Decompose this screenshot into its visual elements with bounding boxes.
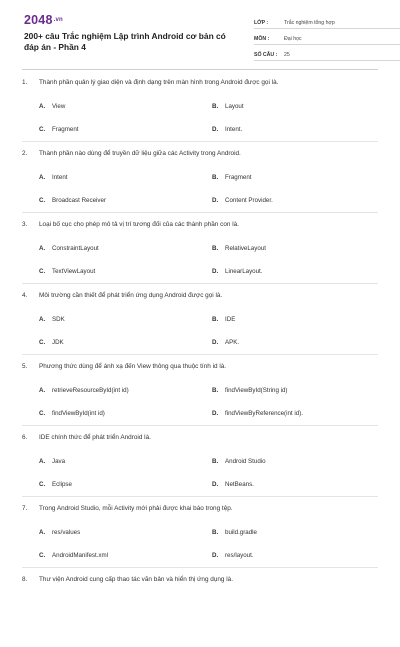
question-text: 2. Thành phần nào dùng để truyền dữ liệu giữa các Activity trong Android. bbox=[22, 150, 241, 157]
answer-option-c[interactable]: C. Broadcast Receiver bbox=[39, 197, 106, 204]
question-item bbox=[22, 221, 378, 292]
answer-option-a[interactable]: A. retrieveResourceById(int id) bbox=[39, 387, 129, 394]
answer-option-b[interactable]: B. Layout bbox=[212, 103, 244, 110]
question-text: 7. Trong Android Studio, mỗi Activity mới phải được khai báo trong tệp. bbox=[22, 505, 233, 512]
question-item bbox=[22, 292, 378, 363]
answer-option-c[interactable]: C. Fragment bbox=[39, 126, 79, 133]
question-item bbox=[22, 79, 378, 150]
question-item bbox=[22, 363, 378, 434]
answer-option-b[interactable]: B. RelativeLayout bbox=[212, 245, 266, 252]
answer-option-a[interactable]: A. Java bbox=[39, 458, 66, 465]
question-text: 6. IDE chính thức để phát triển Android là. bbox=[22, 434, 151, 441]
answer-option-b[interactable]: B. Android Studio bbox=[212, 458, 266, 465]
meta-key: SỐ CÂU : bbox=[254, 52, 278, 58]
question-item bbox=[22, 505, 378, 576]
answer-option-a[interactable]: A. res/values bbox=[39, 529, 81, 536]
meta-value: 25 bbox=[284, 52, 290, 58]
question-divider bbox=[22, 283, 378, 284]
answer-option-d[interactable]: D. findViewByReference(int id). bbox=[212, 410, 303, 417]
question-item bbox=[22, 150, 378, 221]
question-divider bbox=[22, 496, 378, 497]
question-divider bbox=[22, 354, 378, 355]
answer-option-c[interactable]: C. JDK bbox=[39, 339, 64, 346]
answer-option-c[interactable]: C. TextViewLayout bbox=[39, 268, 96, 275]
question-divider bbox=[22, 141, 378, 142]
answer-option-b[interactable]: B. findViewById(String id) bbox=[212, 387, 288, 394]
answer-option-b[interactable]: B. IDE bbox=[212, 316, 236, 323]
answer-option-b[interactable]: B. build.gradle bbox=[212, 529, 257, 536]
question-text: 4. Môi trường cần thiết để phát triển ứng dụng Android được gọi là. bbox=[22, 292, 223, 299]
meta-value: Đại học bbox=[284, 36, 302, 42]
question-text: 8. Thư viện Android cung cấp thao tác văn bản và hiển thị ứng dụng là. bbox=[22, 576, 234, 583]
site-logo[interactable]: $2048^{.vn}$ bbox=[24, 13, 63, 27]
answer-option-d[interactable]: D. Content Provider. bbox=[212, 197, 273, 204]
answer-option-a[interactable]: A. SDK bbox=[39, 316, 65, 323]
meta-key: MÔN : bbox=[254, 36, 270, 42]
meta-row-class bbox=[254, 15, 400, 29]
meta-value: Trắc nghiệm tổng hợp bbox=[284, 20, 335, 26]
document-header bbox=[22, 0, 378, 66]
answer-option-b[interactable]: B. Fragment bbox=[212, 174, 252, 181]
answer-option-d[interactable]: D. Intent. bbox=[212, 126, 243, 133]
answer-option-a[interactable]: A. Intent bbox=[39, 174, 68, 181]
question-item bbox=[22, 434, 378, 505]
document-title: 200+ câu Trắc nghiệm Lập trình Android cơ bản có đáp án - Phần 4 bbox=[24, 31, 226, 52]
question-divider bbox=[22, 567, 378, 568]
meta-key: LỚP : bbox=[254, 20, 269, 26]
answer-option-d[interactable]: D. APK. bbox=[212, 339, 240, 346]
answer-option-d[interactable]: D. LinearLayout. bbox=[212, 268, 263, 275]
header-divider bbox=[22, 69, 378, 70]
question-text: 1. Thành phần quản lý giao diện và định dạng trên màn hình trong Android được gọi là. bbox=[22, 79, 279, 86]
question-text: 3. Loại bố cục cho phép mô tả vị trí tương đối của các thành phần con là. bbox=[22, 221, 239, 228]
answer-option-c[interactable]: C. findViewById(int id) bbox=[39, 410, 105, 417]
answer-option-d[interactable]: D. res/layout. bbox=[212, 552, 254, 559]
answer-option-a[interactable]: A. View bbox=[39, 103, 66, 110]
question-divider bbox=[22, 212, 378, 213]
meta-row-subject bbox=[254, 31, 400, 45]
answer-option-a[interactable]: A. ConstraintLayout bbox=[39, 245, 99, 252]
answer-option-c[interactable]: C. Eclipse bbox=[39, 481, 72, 488]
question-text: 5. Phương thức dùng để ánh xạ đến View thông qua thuộc tính id là. bbox=[22, 363, 227, 370]
question-list bbox=[22, 79, 378, 647]
question-item bbox=[22, 576, 378, 647]
answer-option-d[interactable]: D. NetBeans. bbox=[212, 481, 254, 488]
meta-row-count bbox=[254, 47, 400, 61]
answer-option-c[interactable]: C. AndroidManifest.xml bbox=[39, 552, 109, 559]
document-meta bbox=[254, 15, 400, 63]
question-divider bbox=[22, 425, 378, 426]
